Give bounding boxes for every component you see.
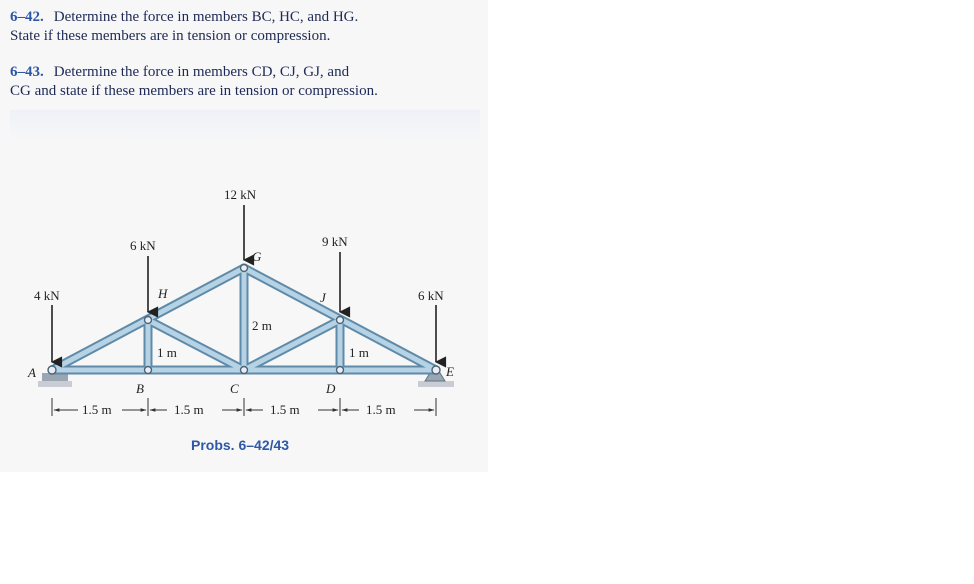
joint-label-E: E [446,364,454,379]
dim-span-3: 1.5 m [270,402,300,417]
pin-J [337,317,344,324]
pin-E [432,366,440,374]
problem-number: 6–43. [10,64,44,80]
joint-label-A: A [28,365,36,380]
pin-H [145,317,152,324]
dim-post-left: 1 m [157,345,177,360]
truss-diagram [0,0,488,472]
figure-caption: Probs. 6–42/43 [191,437,290,453]
load-label-H: 6 kN [130,238,156,253]
problem-text-line1: Determine the force in members BC, HC, and HG. [53,9,359,25]
load-label-A: 4 kN [34,288,60,303]
pin-D [337,367,344,374]
dim-span-4: 1.5 m [366,402,396,417]
load-label-G: 12 kN [224,187,257,202]
joint-label-B: B [136,381,144,396]
problem-text-line2: State if these members are in tension or compression. [10,28,331,44]
load-label-E: 6 kN [418,288,444,303]
pin-C [241,367,248,374]
dim-span-1: 1.5 m [82,402,112,417]
joint-label-C: C [230,381,239,396]
dim-post-right: 1 m [349,345,369,360]
pin-G [241,265,248,272]
ground-left [38,373,72,387]
dim-height: 2 m [252,318,272,333]
joint-label-D: D [326,381,336,396]
pin-A [48,366,56,374]
dim-span-2: 1.5 m [174,402,204,417]
problem-number: 6–42. [10,9,44,25]
problem-text-line1: Determine the force in members CD, CJ, GJ, and [53,64,350,80]
joint-label-G: G [252,249,262,264]
pin-B [145,367,152,374]
joint-label-J: J [320,290,326,305]
load-label-J: 9 kN [322,234,348,249]
problem-text-line2: CG and state if these members are in tension or compression. [10,83,378,99]
joint-label-H: H [158,286,168,301]
